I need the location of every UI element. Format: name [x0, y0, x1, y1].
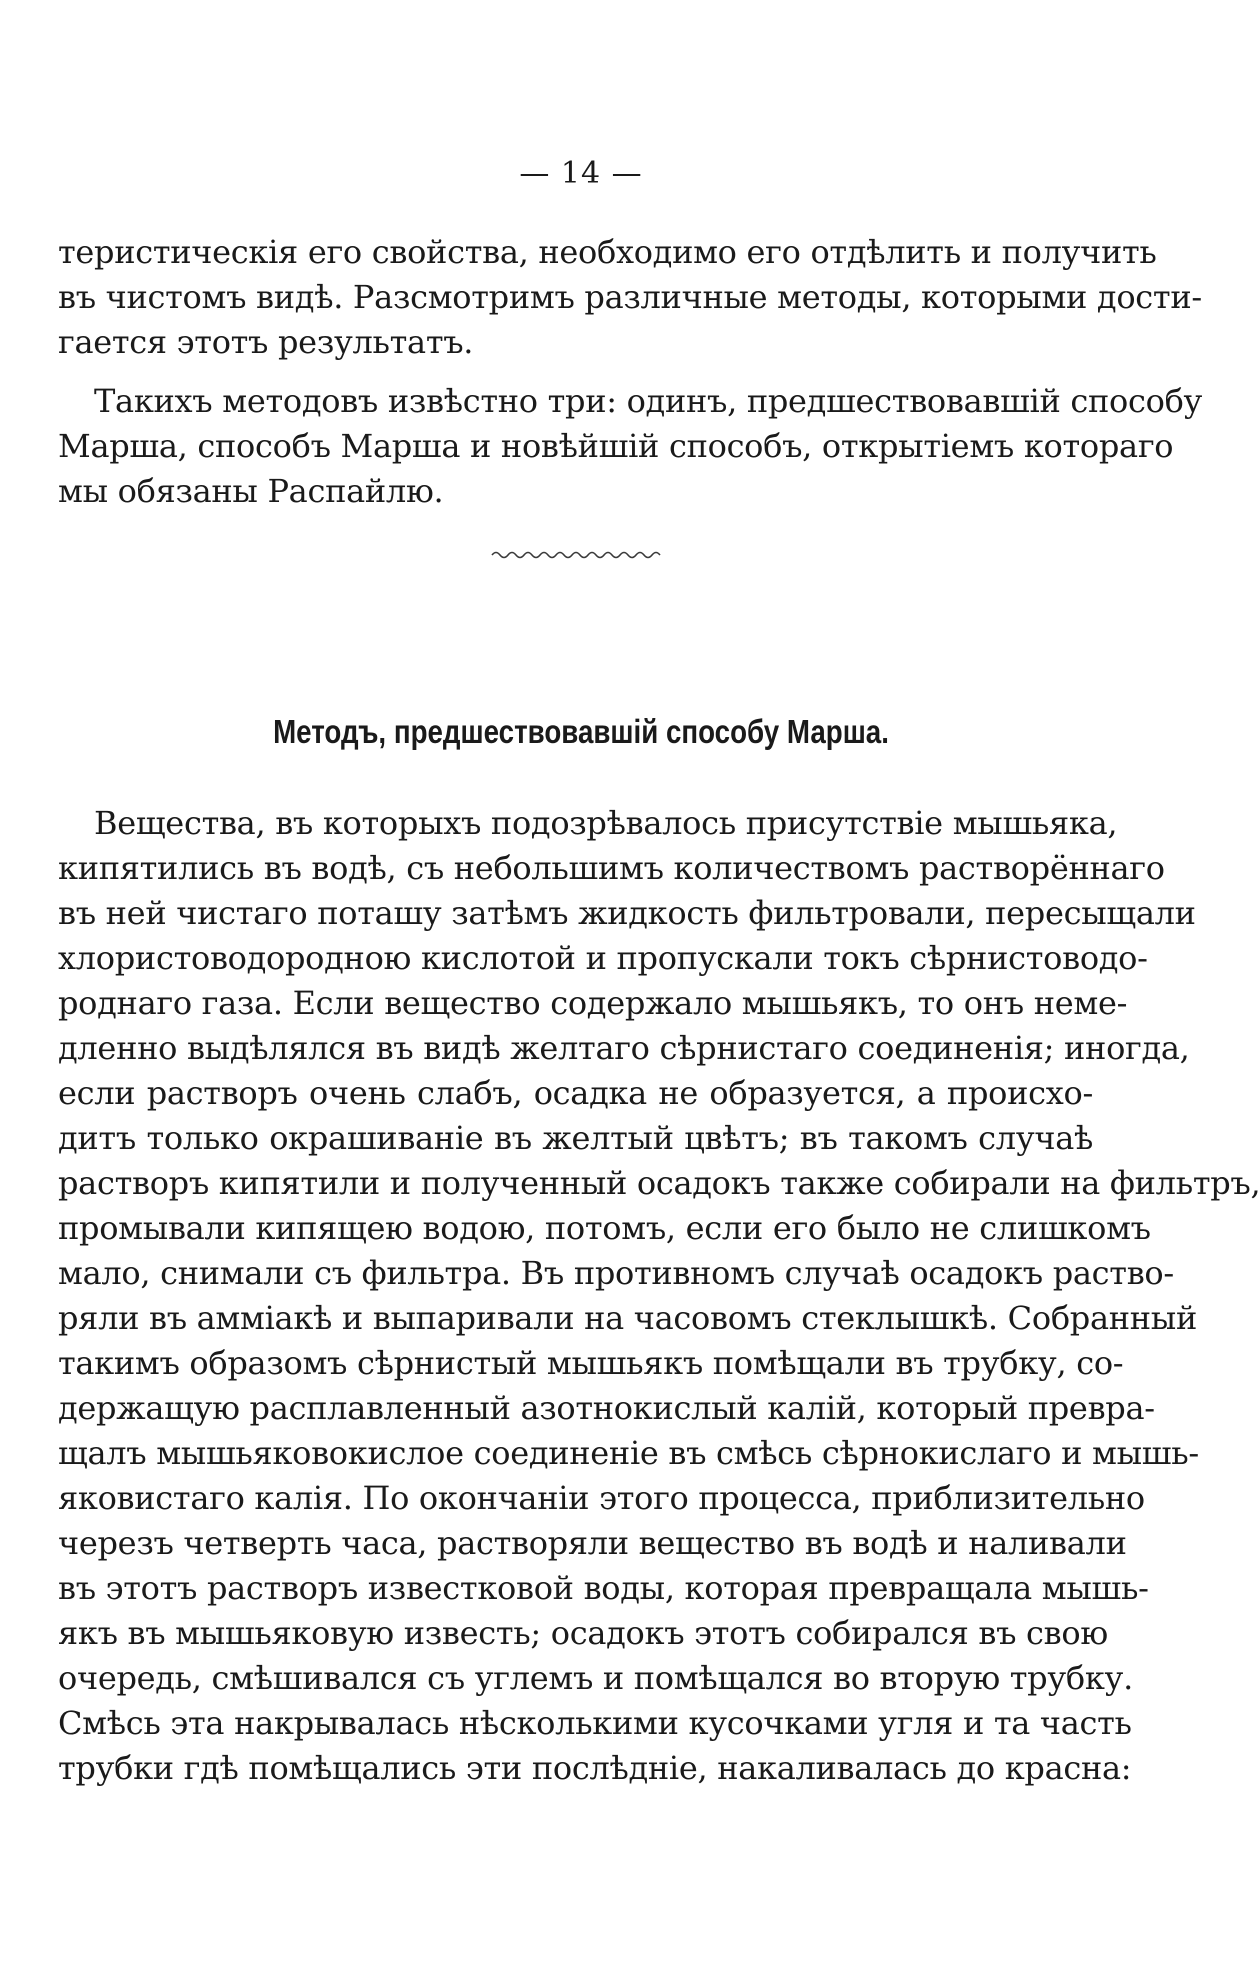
text-line: держащую расплавленный азотнокислый калій, который превра-: [58, 1389, 1155, 1427]
text-line: Такихъ методовъ извѣстно три: одинъ, предшествовавшій способу: [94, 382, 1203, 420]
paragraph-continuation: [58, 230, 1202, 365]
text-line: Марша, способъ Марша и новѣйшій способъ, открытіемъ котораго: [58, 427, 1174, 465]
text-line: мы обязаны Распайлю.: [58, 472, 444, 510]
ornamental-divider: [490, 548, 665, 562]
text-line: если растворъ очень слабъ, осадка не образуется, а происхо-: [58, 1074, 1093, 1112]
text-line: ряли въ амміакѣ и выпаривали на часовомъ стеклышкѣ. Собранный: [58, 1299, 1197, 1337]
text-line: мало, снимали съ фильтра. Въ противномъ случаѣ осадокъ раство-: [58, 1254, 1174, 1292]
paragraph-method-description: [58, 801, 1260, 1791]
text-line: очередь, смѣшивался съ углемъ и помѣщался во вторую трубку.: [58, 1659, 1133, 1697]
text-line: кипятились въ водѣ, съ небольшимъ количествомъ растворённаго: [58, 849, 1165, 887]
text-line: такимъ образомъ сѣрнистый мышьякъ помѣщали въ трубку, со-: [58, 1344, 1124, 1382]
text-line: трубки гдѣ помѣщались эти послѣдніе, накаливалась до красна:: [58, 1749, 1132, 1787]
text-line: Вещества, въ которыхъ подозрѣвалось присутствіе мышьяка,: [94, 804, 1118, 842]
text-line: яковистаго калія. По окончаніи этого процесса, приблизительно: [58, 1479, 1145, 1517]
section-heading: Методъ, предшествовавшій способу Марша.: [273, 713, 889, 750]
text-line: дленно выдѣлялся въ видѣ желтаго сѣрнистаго соединенія; иногда,: [58, 1029, 1190, 1067]
text-line: щалъ мышьяковокислое соединеніе въ смѣсь сѣрнокислаго и мышь-: [58, 1434, 1199, 1472]
page-number: — 14 —: [519, 156, 643, 191]
text-line: въ ней чистаго поташу затѣмъ жидкость фильтровали, пересыщали: [58, 894, 1196, 932]
text-line: якъ въ мышьяковую известь; осадокъ этотъ собирался въ свою: [58, 1614, 1108, 1652]
text-line: теристическія его свойства, необходимо его отдѣлить и получить: [58, 233, 1157, 271]
text-line: въ этотъ растворъ известковой воды, которая превращала мышь-: [58, 1569, 1149, 1607]
text-line: промывали кипящею водою, потомъ, если его было не слишкомъ: [58, 1209, 1151, 1247]
text-line: дитъ только окрашиваніе въ желтый цвѣтъ; въ такомъ случаѣ: [58, 1119, 1093, 1157]
text-line: хлористоводородною кислотой и пропускали токъ сѣрнистоводо-: [58, 939, 1148, 977]
text-line: черезъ четверть часа, растворяли вещество въ водѣ и наливали: [58, 1524, 1127, 1562]
text-line: гается этотъ результатъ.: [58, 323, 474, 361]
text-line: Смѣсь эта накрывалась нѣсколькими кусочками угля и та часть: [58, 1704, 1132, 1742]
text-line: растворъ кипятили и полученный осадокъ также собирали на фильтръ,: [58, 1164, 1260, 1202]
text-line: въ чистомъ видѣ. Разсмотримъ различные методы, которыми дости-: [58, 278, 1202, 316]
text-line: роднаго газа. Если вещество содержало мышьякъ, то онъ неме-: [58, 984, 1128, 1022]
paragraph-methods-intro: [58, 379, 1203, 514]
